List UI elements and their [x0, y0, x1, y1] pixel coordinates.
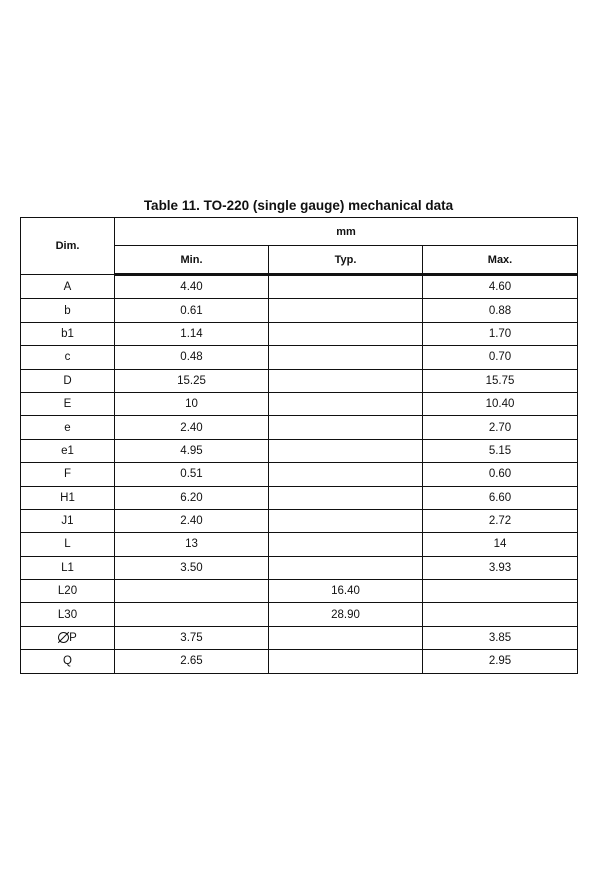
mechanical-data-table — [20, 217, 578, 674]
min-cell: 2.65 — [115, 650, 269, 673]
table-row — [21, 416, 578, 439]
dim-cell: e1 — [21, 439, 115, 462]
max-cell: 5.15 — [423, 439, 578, 462]
typ-cell — [269, 392, 423, 415]
typ-cell — [269, 486, 423, 509]
typ-cell — [269, 416, 423, 439]
typ-header: Typ. — [269, 246, 423, 275]
dim-cell: b — [21, 299, 115, 322]
max-cell: 6.60 — [423, 486, 578, 509]
table-row — [21, 626, 578, 649]
min-cell — [115, 580, 269, 603]
diameter-icon — [58, 632, 69, 643]
max-cell: 4.60 — [423, 275, 578, 299]
typ-cell — [269, 275, 423, 299]
min-cell: 4.40 — [115, 275, 269, 299]
min-cell: 2.40 — [115, 416, 269, 439]
max-cell: 2.95 — [423, 650, 578, 673]
max-cell: 2.72 — [423, 509, 578, 532]
max-cell — [423, 580, 578, 603]
typ-cell: 28.90 — [269, 603, 423, 626]
max-cell: 0.70 — [423, 346, 578, 369]
max-cell: 2.70 — [423, 416, 578, 439]
typ-cell — [269, 533, 423, 556]
typ-cell — [269, 369, 423, 392]
dim-cell: D — [21, 369, 115, 392]
dim-cell: c — [21, 346, 115, 369]
min-header: Min. — [115, 246, 269, 275]
dim-cell: e — [21, 416, 115, 439]
table-row — [21, 299, 578, 322]
table-row — [21, 275, 578, 299]
max-cell: 0.60 — [423, 463, 578, 486]
dim-cell: F — [21, 463, 115, 486]
min-cell: 15.25 — [115, 369, 269, 392]
min-cell: 6.20 — [115, 486, 269, 509]
table-caption: Table 11. TO-220 (single gauge) mechanical data — [143, 198, 454, 213]
dim-cell: L20 — [21, 580, 115, 603]
dim-cell: L30 — [21, 603, 115, 626]
dim-cell: Q — [21, 650, 115, 673]
typ-cell — [269, 509, 423, 532]
min-cell: 0.61 — [115, 299, 269, 322]
min-cell: 10 — [115, 392, 269, 415]
dim-cell: A — [21, 275, 115, 299]
max-cell: 1.70 — [423, 322, 578, 345]
dim-header: Dim. — [21, 218, 115, 275]
min-cell: 0.51 — [115, 463, 269, 486]
typ-cell — [269, 650, 423, 673]
table-row — [21, 603, 578, 626]
min-cell: 3.75 — [115, 626, 269, 649]
table-row — [21, 509, 578, 532]
max-cell: 15.75 — [423, 369, 578, 392]
table-row — [21, 392, 578, 415]
max-cell — [423, 603, 578, 626]
typ-cell — [269, 463, 423, 486]
dim-cell: J1 — [21, 509, 115, 532]
table-row — [21, 650, 578, 673]
typ-cell: 16.40 — [269, 580, 423, 603]
min-cell: 1.14 — [115, 322, 269, 345]
typ-cell — [269, 439, 423, 462]
dim-cell: b1 — [21, 322, 115, 345]
table-row — [21, 346, 578, 369]
table-row — [21, 463, 578, 486]
min-cell — [115, 603, 269, 626]
typ-cell — [269, 299, 423, 322]
typ-cell — [269, 626, 423, 649]
dim-cell: L1 — [21, 556, 115, 579]
typ-cell — [269, 346, 423, 369]
min-cell: 3.50 — [115, 556, 269, 579]
max-cell: 3.85 — [423, 626, 578, 649]
table-row — [21, 439, 578, 462]
max-cell: 10.40 — [423, 392, 578, 415]
typ-cell — [269, 322, 423, 345]
max-cell: 0.88 — [423, 299, 578, 322]
min-cell: 4.95 — [115, 439, 269, 462]
dim-cell: E — [21, 392, 115, 415]
table-row — [21, 369, 578, 392]
dim-cell — [21, 626, 115, 649]
max-cell: 14 — [423, 533, 578, 556]
min-cell: 0.48 — [115, 346, 269, 369]
min-cell: 13 — [115, 533, 269, 556]
table-row — [21, 533, 578, 556]
table-row — [21, 322, 578, 345]
min-cell: 2.40 — [115, 509, 269, 532]
max-header: Max. — [423, 246, 578, 275]
max-cell: 3.93 — [423, 556, 578, 579]
dim-cell: L — [21, 533, 115, 556]
dim-cell: H1 — [21, 486, 115, 509]
unit-header: mm — [115, 218, 578, 246]
table-row — [21, 580, 578, 603]
table-row — [21, 486, 578, 509]
typ-cell — [269, 556, 423, 579]
table-row — [21, 556, 578, 579]
dim-label: P — [69, 632, 77, 645]
